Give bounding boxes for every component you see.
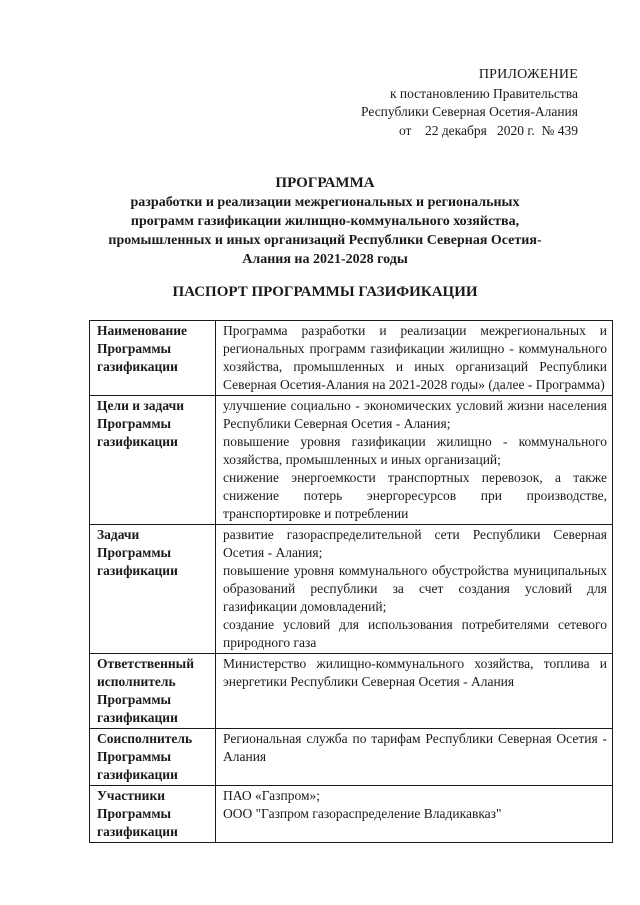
row-value: [216, 321, 613, 396]
row-label: [90, 525, 216, 654]
table-row: [90, 525, 613, 654]
row-label-line: Участники: [97, 788, 166, 803]
appendix-header: [361, 66, 578, 140]
program-title-line-2: разработки и реализации межрегиональных и региональных: [130, 195, 520, 210]
passport-table: [89, 320, 613, 843]
row-value: [216, 729, 613, 786]
row-label-line: исполнитель: [97, 674, 176, 689]
passport-title: ПАСПОРТ ПРОГРАММЫ ГАЗИФИКАЦИИ: [172, 284, 478, 300]
appendix-title: ПРИЛОЖЕНИЕ: [478, 67, 578, 82]
row-label: [90, 654, 216, 729]
row-label-line: Ответственный: [97, 656, 194, 671]
table-row: [90, 786, 613, 843]
row-label-line: Задачи: [97, 527, 140, 542]
appendix-line-3: от 22 декабря 2020 г. № 439: [398, 122, 578, 138]
row-value: [216, 525, 613, 654]
row-value-paragraph: Программа разработки и реализации межрегиональных и региональных программ газификации жилищно - коммунального хозяйства, промышленных и иных организаций Республики Северная Осетия-Алания на 2021-2028 годы» (далее - Программа): [223, 323, 607, 392]
row-label-line: газификации: [97, 434, 178, 449]
row-label-line: Наименование: [97, 323, 187, 338]
row-label-line: газификации: [97, 824, 178, 839]
table-row: [90, 729, 613, 786]
row-value-paragraph: снижение энергоемкости транспортных перевозок, а также снижение потерь энергоресурсов при производстве, транспортировке и потреблении: [223, 470, 607, 521]
row-label-line: газификации: [97, 563, 178, 578]
row-value: [216, 396, 613, 525]
program-title-line-5: Алания на 2021-2028 годы: [242, 252, 408, 267]
row-label-line: Соисполнитель: [97, 731, 193, 746]
row-label-line: Программы: [97, 806, 172, 821]
row-value-paragraph: Министерство жилищно-коммунального хозяйства, топлива и энергетики Республики Северная Осетия - Алания: [223, 656, 607, 689]
row-value-paragraph: ПАО «Газпром»;: [223, 788, 321, 803]
table-row: [90, 654, 613, 729]
program-title-line-1: ПРОГРАММА: [275, 175, 375, 191]
table-row: [90, 321, 613, 396]
row-value-paragraph: повышение уровня коммунального обустройства муниципальных образований республики за счет создания условий для газификации домовладений;: [223, 563, 607, 614]
row-label-line: газификации: [97, 767, 178, 782]
row-value-paragraph: улучшение социально - экономических условий жизни населения Республики Северная Осетия - Алания;: [223, 398, 607, 431]
table-row: [90, 396, 613, 525]
program-title-line-4: промышленных и иных организаций Республики Северная Осетия-: [108, 233, 542, 248]
row-value-paragraph: развитие газораспределительной сети Республики Северная Осетия - Алания;: [223, 527, 607, 560]
program-title-line-3: программ газификации жилищно-коммунального хозяйства,: [130, 214, 520, 229]
appendix-line-2: Республики Северная Осетия-Алания: [361, 104, 578, 119]
row-label: [90, 321, 216, 396]
row-label-line: газификации: [97, 710, 178, 725]
row-label-line: Программы: [97, 749, 172, 764]
row-label-line: Программы: [97, 692, 172, 707]
row-value-paragraph: ООО "Газпром газораспределение Владикавказ": [223, 806, 502, 821]
row-label-line: Программы: [97, 341, 172, 356]
row-label: [90, 786, 216, 843]
row-label-line: Цели и задачи: [97, 398, 184, 413]
row-value: [216, 654, 613, 729]
row-label-line: газификации: [97, 359, 178, 374]
row-value-paragraph: повышение уровня газификации жилищно - коммунального хозяйства, промышленных и иных организаций;: [223, 434, 607, 467]
row-label-line: Программы: [97, 416, 172, 431]
row-label: [90, 396, 216, 525]
row-value: [216, 786, 613, 843]
program-title: [80, 174, 570, 269]
row-label: [90, 729, 216, 786]
row-value-paragraph: Региональная служба по тарифам Республики Северная Осетия - Алания: [223, 731, 607, 764]
row-label-line: Программы: [97, 545, 172, 560]
row-value-paragraph: создание условий для использования потребителями сетевого природного газа: [223, 617, 607, 650]
appendix-line-1: к постановлению Правительства: [389, 85, 578, 101]
